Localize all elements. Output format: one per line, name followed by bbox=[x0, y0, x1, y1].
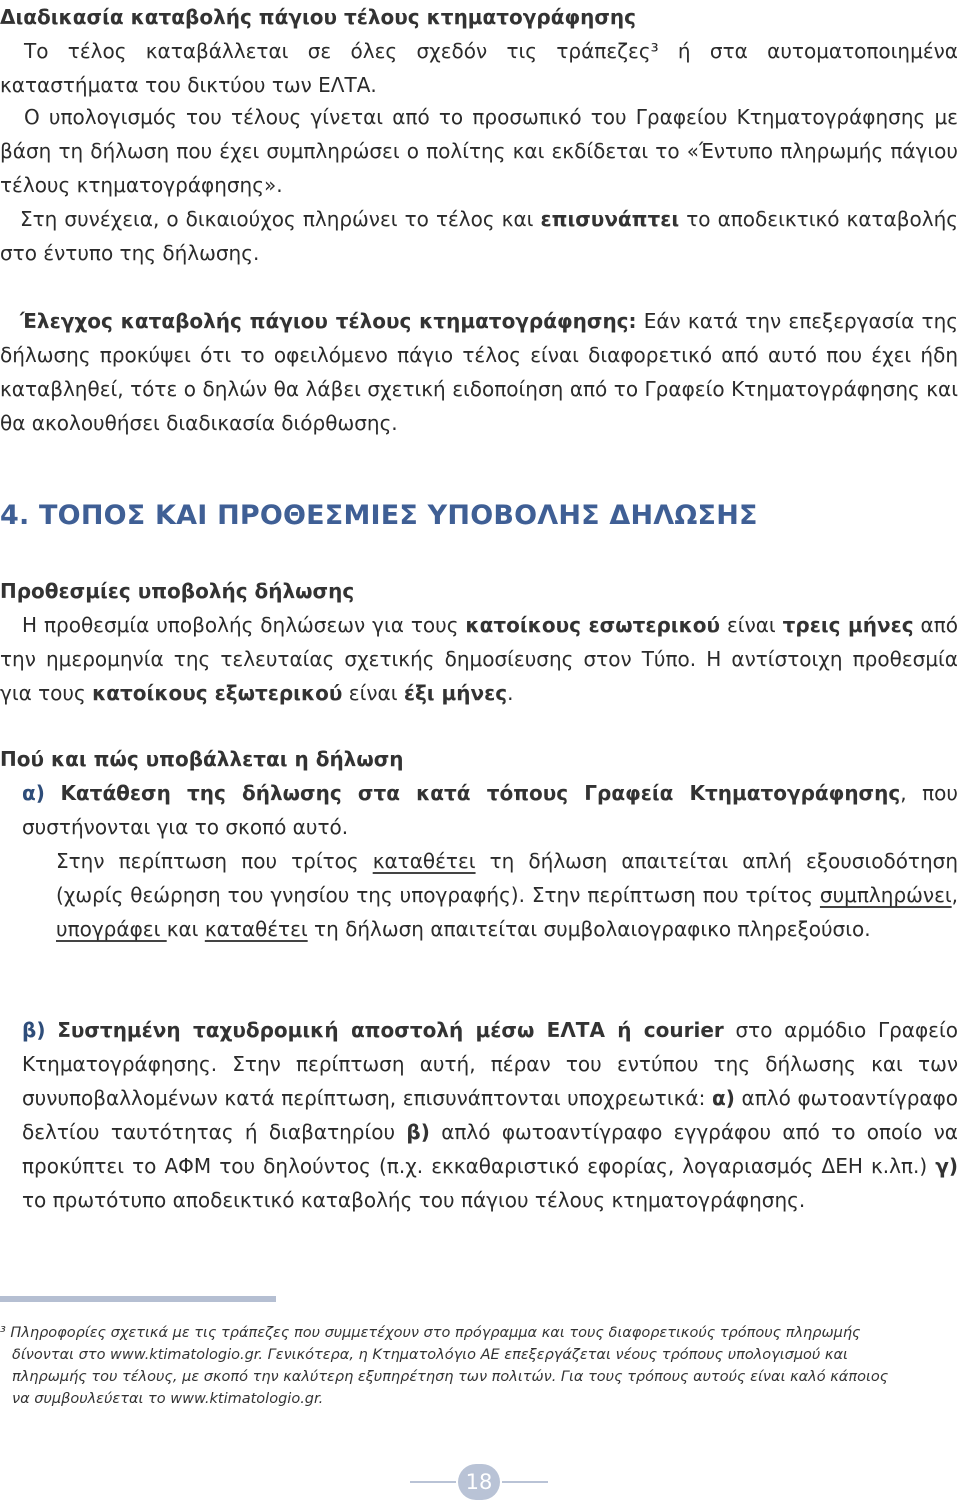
payment-check-para bbox=[0, 304, 958, 440]
option-a-sub-text-1: Στην περίπτωση που τρίτος bbox=[56, 849, 373, 873]
page-number-line-right bbox=[502, 1481, 548, 1483]
deadlines-bold-1: κατοίκους εσωτερικού bbox=[465, 613, 721, 637]
deadlines-bold-3: κατοίκους εξωτερικού bbox=[92, 681, 343, 705]
option-b-para bbox=[22, 1013, 958, 1217]
option-b-text-3: απλό φωτοαντίγραφο εγγράφου από το οποίο να προκύπτει το ΑΦΜ του δηλούντος (π.χ. εκκαθαριστικό εφορίας, λογαριασμός ΔΕΗ κ.λπ.) bbox=[22, 1120, 958, 1178]
chapter-title: 4. ΤΟΠΟΣ ΚΑΙ ΠΡΟΘΕΣΜΙΕΣ ΥΠΟΒΟΛΗΣ ΔΗΛΩΣΗΣ bbox=[0, 500, 758, 531]
payment-para-1: Το τέλος καταβάλλεται σε όλες σχεδόν τις τράπεζες³ ή στα αυτοματοποιημένα καταστήματα του δικτύου των ΕΛΤΑ. bbox=[0, 39, 958, 97]
option-a-sub-text-4: και bbox=[166, 917, 205, 941]
option-a-sub-text-5: τη δήλωση απαιτείται συμβολαιογραφικο πληρεξούσιο. bbox=[307, 917, 871, 941]
option-a-para bbox=[22, 776, 958, 844]
option-a-sub-underline-4: καταθέτει bbox=[204, 917, 308, 941]
deadlines-bold-4: έξι μήνες bbox=[403, 681, 508, 705]
option-b-item-c-marker: γ) bbox=[935, 1154, 958, 1178]
option-a-sub-para bbox=[56, 844, 958, 946]
deadlines-bold-2: τρεις μήνες bbox=[782, 613, 914, 637]
option-a-marker: α) bbox=[22, 781, 45, 805]
payment-para-3-text-a: Στη συνέχεια, ο δικαιούχος πληρώνει το τέλος και bbox=[20, 207, 541, 231]
page-number-line-left bbox=[410, 1481, 456, 1483]
payment-para-3 bbox=[0, 202, 958, 270]
where-heading: Πού και πώς υποβάλλεται η δήλωση bbox=[0, 747, 404, 771]
deadlines-heading: Προθεσμίες υποβολής δήλωσης bbox=[0, 579, 355, 603]
option-b-text-1: στο αρμόδιο Γραφείο Κτηματογράφησης. Στην περίπτωση αυτή, πέραν του εντύπου της δήλωσης και των συνυποβαλλομένων κατά περίπτωση, επισυνάπτονται υποχρεωτικά: bbox=[22, 1018, 959, 1110]
option-b-text-2: απλό φωτοαντίγραφο δελτίου ταυτότητας ή διαβατηρίου bbox=[22, 1086, 958, 1144]
footnote-line-1: ³ Πληροφορίες σχετικά με τις τράπεζες που συμμετέχουν στο πρόγραμμα και τους διαφορετικούς τρόπους πληρωμής bbox=[0, 1325, 861, 1341]
footnote-line-4: να συμβουλεύεται το www.ktimatologio.gr. bbox=[12, 1391, 324, 1407]
payment-para-3-bold: επισυνάπτει bbox=[540, 207, 680, 231]
footnote-line-2: δίνονται στο www.ktimatologio.gr. Γενικότερα, η Κτηματολόγιο ΑΕ επεξεργάζεται νέους τρόπους υπολογισμού και bbox=[12, 1347, 848, 1363]
deadlines-text-2: είναι bbox=[720, 613, 783, 637]
footnote bbox=[0, 1322, 958, 1410]
option-b-item-b-marker: β) bbox=[406, 1120, 430, 1144]
deadlines-text-5: . bbox=[507, 681, 514, 705]
option-b-marker: β) bbox=[22, 1018, 46, 1042]
option-a-sub-underline-1: καταθέτει bbox=[372, 849, 476, 873]
deadlines-text-3: από την ημερομηνία της τελευταίας σχετικής δημοσίευσης στον Τύπο. Η αντίστοιχη προθεσμία για τους bbox=[0, 613, 959, 705]
payment-check-text: Εάν κατά την επεξεργασία της δήλωσης προκύψει ότι το οφειλόμενο πάγιο τέλος είναι διαφορετικό από αυτό που έχει ήδη καταβληθεί, τότε ο δηλών θα λάβει σχετική ειδοποίηση από το Γραφείο Κτηματογράφησης και θα ακολουθήσει διαδικασία διόρθωσης. bbox=[0, 309, 958, 435]
option-a-sub-text-3: , bbox=[951, 883, 958, 907]
payment-para-3-text-b: το αποδεικτικό καταβολής στο έντυπο της δήλωσης. bbox=[0, 207, 958, 265]
option-b-bold: Συστημένη ταχυδρομική αποστολή μέσω ΕΛΤΑ ή courier bbox=[57, 1018, 724, 1042]
option-a-sub-text-2: τη δήλωση απαιτείται απλή εξουσιοδότηση (χωρίς θεώρηση του γνησίου της υπογραφής). Στην περίπτωση που τρίτος bbox=[56, 849, 958, 907]
deadlines-text-1: Η προθεσμία υποβολής δηλώσεων για τους bbox=[22, 613, 466, 637]
page-number: 18 bbox=[458, 1464, 500, 1500]
option-b-item-a-marker: α) bbox=[711, 1086, 735, 1110]
payment-check-lead: Έλεγχος καταβολής πάγιου τέλους κτηματογράφησης: bbox=[20, 309, 637, 333]
deadlines-text-4: είναι bbox=[342, 681, 404, 705]
footnote-rule bbox=[0, 1296, 276, 1302]
option-a-sub-underline-2: συμπληρώνει bbox=[819, 883, 952, 907]
footnote-line-3: πληρωμής του τέλους, με σκοπό την καλύτερη εξυπηρέτηση των πολιτών. Για τους τρόπους αυτούς είναι καλό κάποιος bbox=[12, 1369, 889, 1385]
option-a-bold: Κατάθεση της δήλωσης στα κατά τόπους Γραφεία Κτηματογράφησης bbox=[60, 781, 901, 805]
option-a-text: , που συστήνονται για το σκοπό αυτό. bbox=[22, 781, 958, 839]
deadlines-para bbox=[0, 608, 958, 710]
payment-procedure-heading: Διαδικασία καταβολής πάγιου τέλους κτηματογράφησης bbox=[0, 5, 636, 29]
payment-para-2: Ο υπολογισμός του τέλους γίνεται από το προσωπικό του Γραφείου Κτηματογράφησης με βάση τη δήλωση που έχει συμπληρώσει ο πολίτης και εκδίδεται το «Έντυπο πληρωμής πάγιου τέλους κτηματογράφησης». bbox=[0, 105, 958, 197]
option-b-text-4: το πρωτότυπο αποδεικτικό καταβολής του πάγιου τέλους κτηματογράφησης. bbox=[22, 1188, 806, 1212]
option-a-sub-underline-3: υπογράφει bbox=[56, 917, 167, 941]
